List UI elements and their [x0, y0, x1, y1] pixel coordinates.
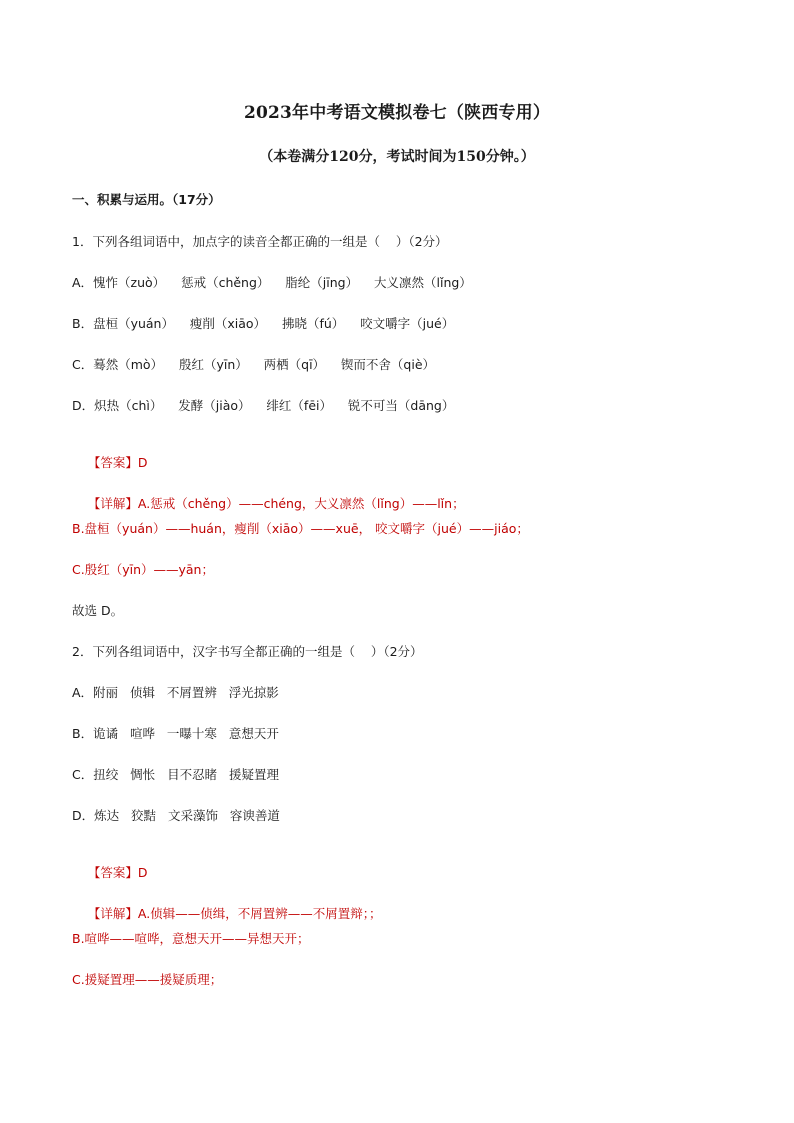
question-2-option-d: D．炼达 狡黠 文采藻饰 容谀善道: [72, 808, 280, 823]
exam-title: 2023年中考语文模拟卷七（陕西专用）: [243, 103, 551, 123]
exam-subtitle: （本卷满分120分，考试时间为150分钟。）: [259, 149, 535, 165]
question-2-stem: 2．下列各组词语中，汉字书写全都正确的一组是（ ）（2分）: [72, 644, 423, 659]
question-2-option-b: B．诡谲 喧哗 一曝十寒 意想天开: [72, 726, 279, 741]
answer-label: 【答案】: [87, 455, 138, 470]
question-1-detail-b: B.盘桓（yuán）——huán，瘦削（xiāo）——xuē， 咬文嚼字（jué）——jiáo；: [72, 521, 529, 536]
question-2-option-c: C．扭绞 惆怅 目不忍睹 援疑置理: [72, 767, 279, 782]
detail-line: A.惩戒（chěng）——chéng，大义凛然（lǐng）——lǐn；: [137, 496, 465, 511]
answer-value: D: [137, 865, 148, 880]
question-1-option-c: C．蓦然（mò） 殷红（yīn） 两栖（qī） 锲而不舍（qiè）: [72, 357, 436, 372]
detail-label: 【详解】: [87, 496, 138, 511]
section-heading: 一、积累与运用。（17分）: [72, 192, 221, 207]
detail-label: 【详解】: [87, 906, 138, 921]
answer-value: D: [137, 455, 148, 470]
question-1-detail-c: C.殷红（yīn）——yān；: [72, 562, 214, 577]
question-2-option-a: A．附丽 侦辑 不屑置辨 浮光掠影: [72, 685, 279, 700]
question-1-conclusion: 故选 D。: [72, 603, 124, 618]
detail-line: A.侦辑——侦缉，不屑置辨——不屑置辩；；: [137, 906, 382, 921]
question-1-option-d: D．炽热（chì） 发酵（jiào） 绯红（fēi） 锐不可当（dāng）: [72, 398, 455, 413]
question-2-detail-b: B.喧哗——喧哗，意想天开——异想天开；: [72, 931, 310, 946]
question-1-option-b: B．盘桓（yuán） 瘦削（xiāo） 拂晓（fú） 咬文嚼字（jué）: [72, 316, 455, 331]
question-2-detail-c: C.援疑置理——援疑质理；: [72, 972, 223, 987]
question-1-option-a: A．愧怍（zuò） 惩戒（chěng） 脂纶（jīng） 大义凛然（lǐng）: [72, 275, 472, 290]
question-1-stem: 1．下列各组词语中，加点字的读音全都正确的一组是（ ）（2分）: [72, 234, 448, 249]
answer-label: 【答案】: [87, 865, 138, 880]
